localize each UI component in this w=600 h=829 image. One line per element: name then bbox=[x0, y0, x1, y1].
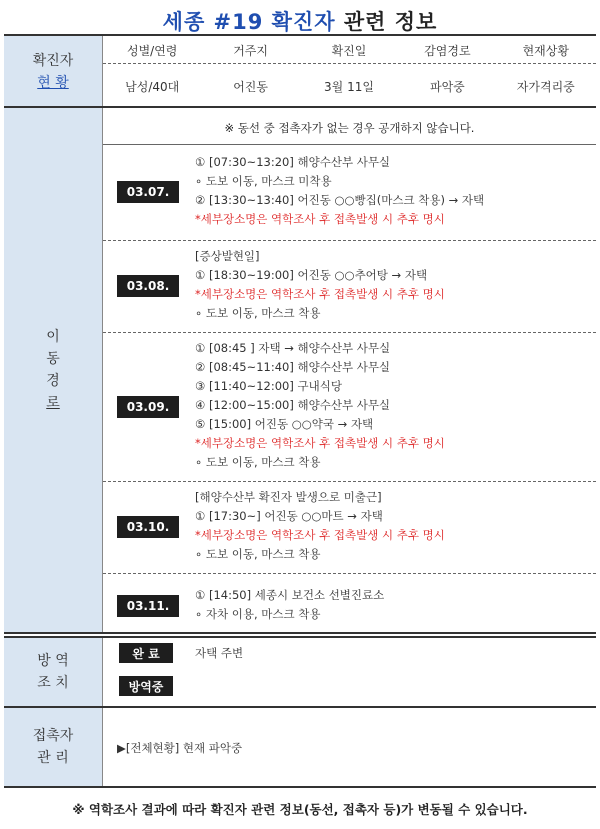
route-line: ② [08:45~11:40] 해양수산부 사무실 bbox=[195, 360, 391, 374]
done-text: 자택 주변 bbox=[195, 646, 244, 660]
route-warning-line: *세부장소명은 역학조사 후 접촉발생 시 추후 명시 bbox=[195, 287, 445, 301]
route-line: ∘ 도보 이동, 마스크 미착용 bbox=[195, 174, 332, 188]
status-label-line2: 현 황 bbox=[37, 75, 69, 91]
status-section bbox=[4, 34, 596, 108]
contacts-content bbox=[102, 708, 596, 786]
route-line: ∘ 도보 이동, 마스크 착용 bbox=[195, 306, 321, 320]
status-table bbox=[102, 36, 596, 108]
route-section bbox=[4, 106, 596, 634]
title-prefix: 세종 #19 확진자 bbox=[162, 10, 336, 34]
route-line: ① [08:45 ] 자택 → 해양수산부 사무실 bbox=[195, 341, 391, 355]
status-header: 감염경로 bbox=[424, 44, 471, 58]
status-value: 남성/40대 bbox=[125, 80, 180, 94]
route-label bbox=[4, 108, 102, 632]
footer-note: ※ 역학조사 결과에 따라 확진자 관련 정보(동선, 접촉자 등)가 변동될 수 있습니다. bbox=[72, 802, 528, 817]
route-date-badge: 03.08. bbox=[117, 275, 179, 297]
route-line: [증상발현일] bbox=[195, 249, 260, 263]
quarantine-label-line1: 방 역 bbox=[37, 653, 69, 669]
route-warning-line: *세부장소명은 역학조사 후 접촉발생 시 추후 명시 bbox=[195, 436, 445, 450]
route-line: ③ [11:40~12:00] 구내식당 bbox=[195, 379, 342, 393]
route-warning-line: *세부장소명은 역학조사 후 접촉발생 시 추후 명시 bbox=[195, 212, 445, 226]
route-notice: ※ 동선 중 접촉자가 없는 경우 공개하지 않습니다. bbox=[224, 121, 475, 135]
in-progress-badge: 방역중 bbox=[119, 676, 173, 696]
quarantine-label bbox=[4, 638, 102, 706]
route-date-badge: 03.10. bbox=[117, 516, 179, 538]
route-line: ∘ 도보 이동, 마스크 착용 bbox=[195, 547, 321, 561]
status-value: 어진동 bbox=[233, 80, 268, 94]
route-label-char: 동 bbox=[46, 351, 60, 367]
route-line: ① [14:50] 세종시 보건소 선별진료소 bbox=[195, 588, 385, 602]
quarantine-content bbox=[102, 638, 596, 706]
quarantine-section bbox=[4, 636, 596, 706]
route-label-char: 이 bbox=[46, 329, 60, 345]
route-line: ④ [12:00~15:00] 해양수산부 사무실 bbox=[195, 398, 391, 412]
route-day-block bbox=[103, 144, 596, 240]
status-value: 파악중 bbox=[429, 80, 465, 94]
status-label-line1: 확진자 bbox=[32, 53, 74, 69]
route-line: ⑤ [15:00] 어진동 ○○약국 → 자택 bbox=[195, 417, 374, 431]
route-line: ① [07:30~13:20] 해양수산부 사무실 bbox=[195, 155, 391, 169]
route-day-block bbox=[103, 332, 596, 481]
route-warning-line: *세부장소명은 역학조사 후 접촉발생 시 추후 명시 bbox=[195, 528, 445, 542]
contacts-label bbox=[4, 708, 102, 786]
route-day-block bbox=[103, 240, 596, 332]
route-date-badge: 03.09. bbox=[117, 396, 179, 418]
route-label-char: 경 bbox=[46, 373, 60, 389]
status-header: 현재상황 bbox=[522, 44, 569, 58]
route-line: ① [17:30~] 어진동 ○○마트 → 자택 bbox=[195, 509, 383, 523]
route-line: ∘ 자차 이용, 마스크 착용 bbox=[195, 607, 321, 621]
route-date-badge: 03.07. bbox=[117, 181, 179, 203]
route-line: ① [18:30~19:00] 어진동 ○○추어탕 → 자택 bbox=[195, 268, 428, 282]
contacts-label-line1: 접촉자 bbox=[32, 728, 74, 744]
status-label bbox=[4, 36, 102, 108]
status-value: 자가격리중 bbox=[516, 80, 575, 94]
route-label-char: 로 bbox=[46, 395, 60, 411]
route-date-badge: 03.11. bbox=[117, 595, 179, 617]
route-line: ② [13:30~13:40] 어진동 ○○빵집(마스크 착용) → 자택 bbox=[195, 193, 485, 207]
status-header: 성별/연령 bbox=[126, 44, 178, 58]
route-line: [해양수산부 확진자 발생으로 미출근] bbox=[195, 490, 382, 504]
quarantine-label-line2: 조 치 bbox=[37, 675, 69, 691]
contacts-section bbox=[4, 706, 596, 788]
done-badge: 완 료 bbox=[119, 643, 173, 663]
page-title bbox=[0, 6, 600, 36]
route-line: ∘ 도보 이동, 마스크 착용 bbox=[195, 455, 321, 469]
route-day-block bbox=[103, 573, 596, 639]
route-day-block bbox=[103, 481, 596, 573]
status-value: 3월 11일 bbox=[324, 80, 374, 94]
contacts-label-line2: 관 리 bbox=[37, 750, 69, 766]
title-suffix: 관련 정보 bbox=[335, 10, 438, 34]
route-content bbox=[102, 108, 596, 632]
status-header: 확진일 bbox=[331, 44, 367, 58]
status-header: 거주지 bbox=[233, 44, 268, 58]
contacts-text: ▶[전체현황] 현재 파악중 bbox=[117, 741, 243, 755]
